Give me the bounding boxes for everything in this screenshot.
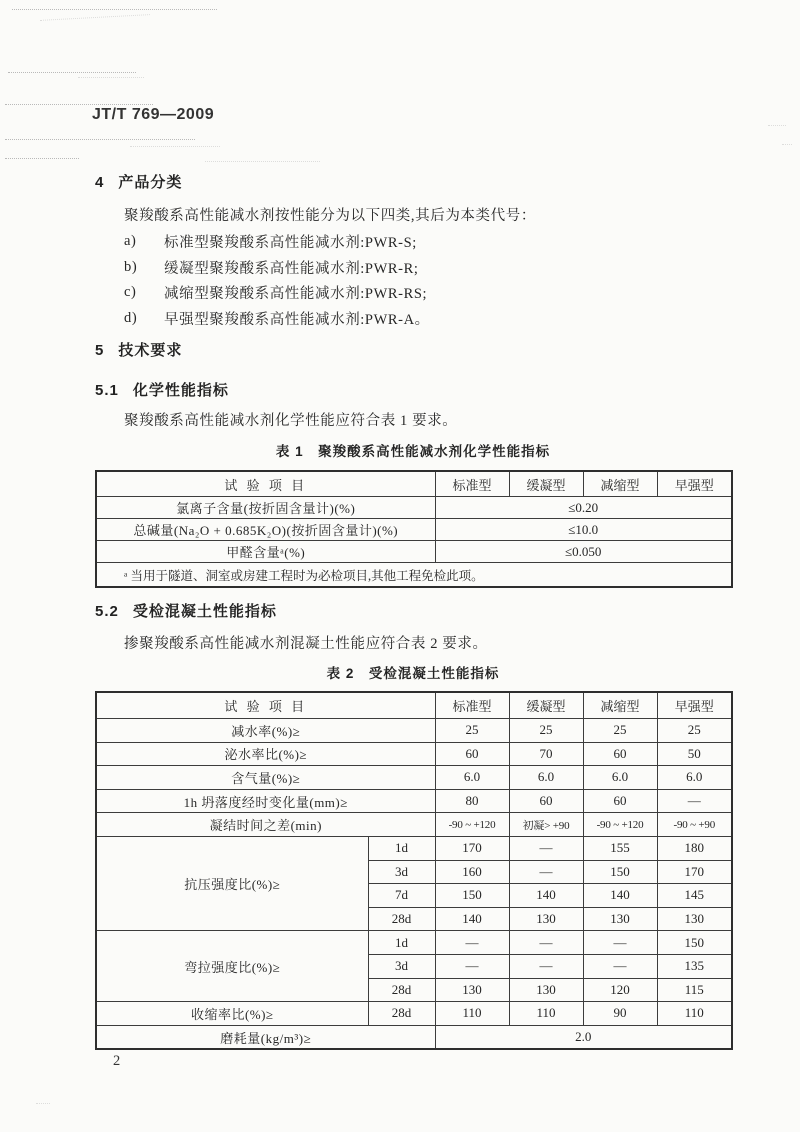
list-item-text: 早强型聚羧酸系高性能减水剂:PWR-A。 (164, 311, 430, 328)
scan-noise-line (40, 14, 150, 21)
header-cell-item: 试 验 项 目 (96, 471, 435, 497)
row-item-shrinkage: 收缩率比(%)≥ (96, 1002, 368, 1026)
cell-value: 25 (509, 719, 583, 743)
cell-value: 160 (435, 860, 509, 884)
age-cell: 1d (368, 836, 435, 860)
cell-value: 155 (583, 836, 657, 860)
age-cell: 28d (368, 1002, 435, 1026)
row-item-abrasion: 磨耗量(kg/m³)≥ (96, 1025, 435, 1049)
header-cell-type: 早强型 (657, 471, 732, 497)
section51-heading (95, 379, 229, 400)
classification-list (124, 229, 430, 331)
cell-value: 25 (657, 719, 732, 743)
section5-number: 5 (95, 342, 105, 359)
cell-value: — (657, 789, 732, 813)
cell-value: 180 (657, 836, 732, 860)
cell-value: — (509, 954, 583, 978)
age-cell: 1d (368, 931, 435, 955)
scan-noise-line (205, 161, 320, 162)
cell-value: 115 (657, 978, 732, 1002)
table-footnote: ᵃ 当用于隧道、洞室或房建工程时为必检项目,其他工程免检此项。 (96, 563, 732, 588)
section4-title: 产品分类 (118, 174, 183, 191)
row-item: 总碱量(Na₂O + 0.685K₂O)(按折固含量计)(%) (96, 519, 435, 541)
scan-noise-mark (36, 1103, 50, 1104)
cell-value: 130 (583, 907, 657, 931)
cell-value: 130 (509, 978, 583, 1002)
table-footnote-row (96, 563, 732, 588)
list-item-label: a) (124, 233, 137, 250)
list-item-text: 减缩型聚羧酸系高性能减水剂:PWR-RS; (164, 286, 428, 303)
cell-value: 130 (435, 978, 509, 1002)
section51-title: 化学性能指标 (132, 382, 229, 399)
scan-noise-line (8, 72, 136, 73)
age-cell: 28d (368, 978, 435, 1002)
section51-body: 聚羧酸系高性能减水剂化学性能应符合表 1 要求。 (124, 413, 458, 429)
cell-value: -90 ~ +120 (583, 813, 657, 837)
cell-value: 2.0 (435, 1025, 732, 1049)
row-value: ≤0.050 (435, 541, 732, 563)
cell-value: — (509, 931, 583, 955)
cell-value: 140 (583, 884, 657, 908)
table-row (96, 1002, 732, 1026)
header-cell-type: 减缩型 (583, 471, 657, 497)
table1-caption: 表 1 聚羧酸系高性能减水剂化学性能指标 (275, 444, 551, 459)
list-item-label: c) (124, 284, 137, 301)
table-row (96, 497, 732, 519)
section5-heading (95, 339, 182, 360)
cell-value: 110 (435, 1002, 509, 1026)
scan-noise-mark (782, 144, 792, 145)
table-row (96, 742, 732, 766)
header-cell-item: 试 验 项 目 (96, 692, 435, 719)
section51-number: 5.1 (95, 382, 119, 399)
table-header-row (96, 471, 732, 497)
list-item (124, 229, 430, 255)
cell-value: 135 (657, 954, 732, 978)
row-value: ≤0.20 (435, 497, 732, 519)
cell-value: 6.0 (583, 766, 657, 790)
section5-title: 技术要求 (118, 342, 183, 359)
table-row (96, 836, 732, 860)
table-row (96, 541, 732, 563)
cell-value: 140 (509, 884, 583, 908)
cell-value: — (509, 836, 583, 860)
section52-number: 5.2 (95, 603, 119, 620)
list-item (124, 306, 430, 332)
row-item: 甲醛含量ᵃ(%) (96, 541, 435, 563)
table-header-row (96, 692, 732, 719)
table2-concrete-performance (95, 691, 733, 1050)
cell-value: — (435, 954, 509, 978)
header-cell-type: 缓凝型 (509, 471, 583, 497)
table-row (96, 931, 732, 955)
cell-value: 90 (583, 1002, 657, 1026)
table-row (96, 789, 732, 813)
row-value: ≤10.0 (435, 519, 732, 541)
cell-value: 70 (509, 742, 583, 766)
scan-noise-mark (768, 125, 786, 126)
cell-value: -90 ~ +90 (657, 813, 732, 837)
age-cell: 3d (368, 860, 435, 884)
scan-noise-line (12, 9, 217, 10)
cell-value: 110 (657, 1002, 732, 1026)
list-item-text: 缓凝型聚羧酸系高性能减水剂:PWR-R; (164, 260, 419, 277)
list-item (124, 255, 430, 281)
cell-value: 130 (509, 907, 583, 931)
cell-value: 150 (657, 931, 732, 955)
cell-value: — (509, 860, 583, 884)
cell-value: 60 (509, 789, 583, 813)
cell-value: 60 (583, 742, 657, 766)
section4-intro: 聚羧酸系高性能减水剂按性能分为以下四类,其后为本类代号： (124, 208, 536, 224)
cell-value: — (583, 954, 657, 978)
cell-value: 6.0 (435, 766, 509, 790)
cell-value: 140 (435, 907, 509, 931)
list-item (124, 280, 430, 306)
table1-chemical-performance (95, 470, 733, 588)
header-cell-type: 早强型 (657, 692, 732, 719)
table-row (96, 766, 732, 790)
row-item: 凝结时间之差(min) (96, 813, 435, 837)
table-row (96, 719, 732, 743)
cell-value: 150 (583, 860, 657, 884)
table-row (96, 1025, 732, 1049)
page-number: 2 (113, 1053, 121, 1069)
cell-value: 110 (509, 1002, 583, 1026)
age-cell: 3d (368, 954, 435, 978)
cell-value: 130 (657, 907, 732, 931)
cell-value: 25 (435, 719, 509, 743)
row-item-flexural: 弯拉强度比(%)≥ (96, 931, 368, 1002)
doc-number: JT/T 769—2009 (92, 106, 215, 123)
cell-value: 150 (435, 884, 509, 908)
cell-value: 6.0 (657, 766, 732, 790)
cell-value: 145 (657, 884, 732, 908)
table-row (96, 813, 732, 837)
cell-value: 6.0 (509, 766, 583, 790)
header-cell-type: 标准型 (435, 471, 509, 497)
section52-body: 掺聚羧酸系高性能减水剂混凝土性能应符合表 2 要求。 (124, 636, 488, 652)
cell-value: 60 (435, 742, 509, 766)
section4-heading (95, 171, 182, 192)
row-item: 1h 坍落度经时变化量(mm)≥ (96, 789, 435, 813)
section52-heading (95, 600, 277, 621)
list-item-label: d) (124, 309, 138, 326)
scan-noise-line (130, 146, 220, 147)
row-item: 泌水率比(%)≥ (96, 742, 435, 766)
cell-value: 170 (435, 836, 509, 860)
cell-value: 初凝> +90 (509, 813, 583, 837)
cell-value: 80 (435, 789, 509, 813)
age-cell: 28d (368, 907, 435, 931)
scan-noise-line (5, 158, 79, 159)
age-cell: 7d (368, 884, 435, 908)
cell-value: 120 (583, 978, 657, 1002)
table2-caption: 表 2 受检混凝土性能指标 (326, 666, 500, 681)
row-item: 含气量(%)≥ (96, 766, 435, 790)
cell-value: — (583, 931, 657, 955)
row-item: 减水率(%)≥ (96, 719, 435, 743)
cell-value: 60 (583, 789, 657, 813)
row-item: 氯离子含量(按折固含量计)(%) (96, 497, 435, 519)
scan-noise-line (5, 104, 153, 105)
cell-value: 25 (583, 719, 657, 743)
list-item-label: b) (124, 258, 138, 275)
section52-title: 受检混凝土性能指标 (132, 603, 277, 620)
table-row (96, 519, 732, 541)
section4-number: 4 (95, 174, 105, 191)
header-cell-type: 标准型 (435, 692, 509, 719)
scan-noise-line (78, 77, 144, 78)
list-item-text: 标准型聚羧酸系高性能减水剂:PWR-S; (164, 235, 417, 252)
header-cell-type: 缓凝型 (509, 692, 583, 719)
header-cell-type: 减缩型 (583, 692, 657, 719)
cell-value: -90 ~ +120 (435, 813, 509, 837)
row-item-compressive: 抗压强度比(%)≥ (96, 836, 368, 930)
cell-value: — (435, 931, 509, 955)
scan-noise-line (5, 139, 195, 140)
cell-value: 50 (657, 742, 732, 766)
cell-value: 170 (657, 860, 732, 884)
